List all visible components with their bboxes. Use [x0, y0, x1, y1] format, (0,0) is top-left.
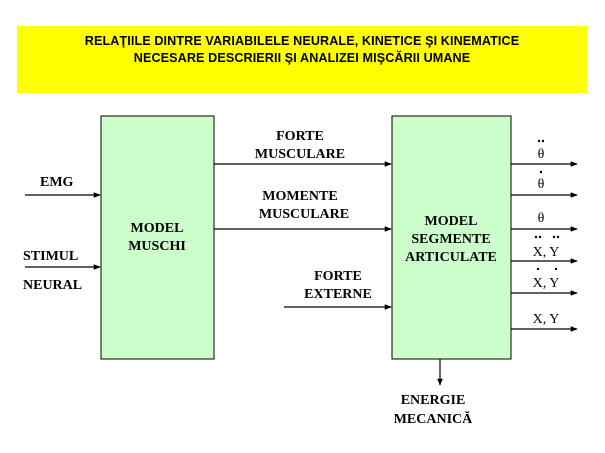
output-theta-dot: [538, 171, 545, 192]
output-theta-dot-label: θ: [537, 177, 545, 192]
muscle-model-label-2: MUSCHI: [128, 239, 186, 254]
segment-model-label-3: ARTICULATE: [405, 250, 497, 265]
output-theta-ddot-label: θ: [537, 147, 545, 162]
output-xy-dot-label: X, Y: [532, 276, 560, 291]
input-neural-label: NEURAL: [23, 278, 83, 293]
output-theta-label: θ: [537, 211, 545, 226]
link-forces-muscular-2: MUSCULARE: [254, 147, 346, 162]
energy-label-1: ENERGIE: [400, 393, 466, 408]
input-stimul-label: STIMUL: [23, 249, 79, 264]
energy-label-2: MECANICĂ: [393, 412, 473, 427]
output-xy-ddot: [533, 236, 560, 260]
output-xy-label: X, Y: [532, 312, 560, 327]
link-moments-muscular-1: MOMENTE: [262, 189, 338, 204]
segment-model-label-1: MODEL: [424, 214, 478, 229]
output-theta-ddot: [538, 140, 545, 162]
output-xy-dot: [533, 268, 560, 291]
title-line-1: RELAŢIILE DINTRE VARIABILELE NEURALE, KINETICE ŞI KINEMATICE: [84, 34, 520, 48]
segment-model-label-2: SEGMENTE: [411, 232, 491, 247]
input-emg-label: EMG: [40, 175, 74, 190]
output-xy-ddot-label: X, Y: [532, 245, 560, 260]
muscle-model-box: [101, 116, 214, 359]
title-line-2: NECESARE DESCRIERII ŞI ANALIZEI MIŞCĂRII UMANE: [133, 51, 471, 65]
link-forces-external-1: FORTE: [314, 269, 362, 284]
link-forces-muscular-1: FORTE: [276, 129, 324, 144]
link-forces-external-2: EXTERNE: [304, 287, 372, 302]
muscle-model-label-1: MODEL: [130, 221, 184, 236]
link-moments-muscular-2: MUSCULARE: [258, 207, 350, 222]
